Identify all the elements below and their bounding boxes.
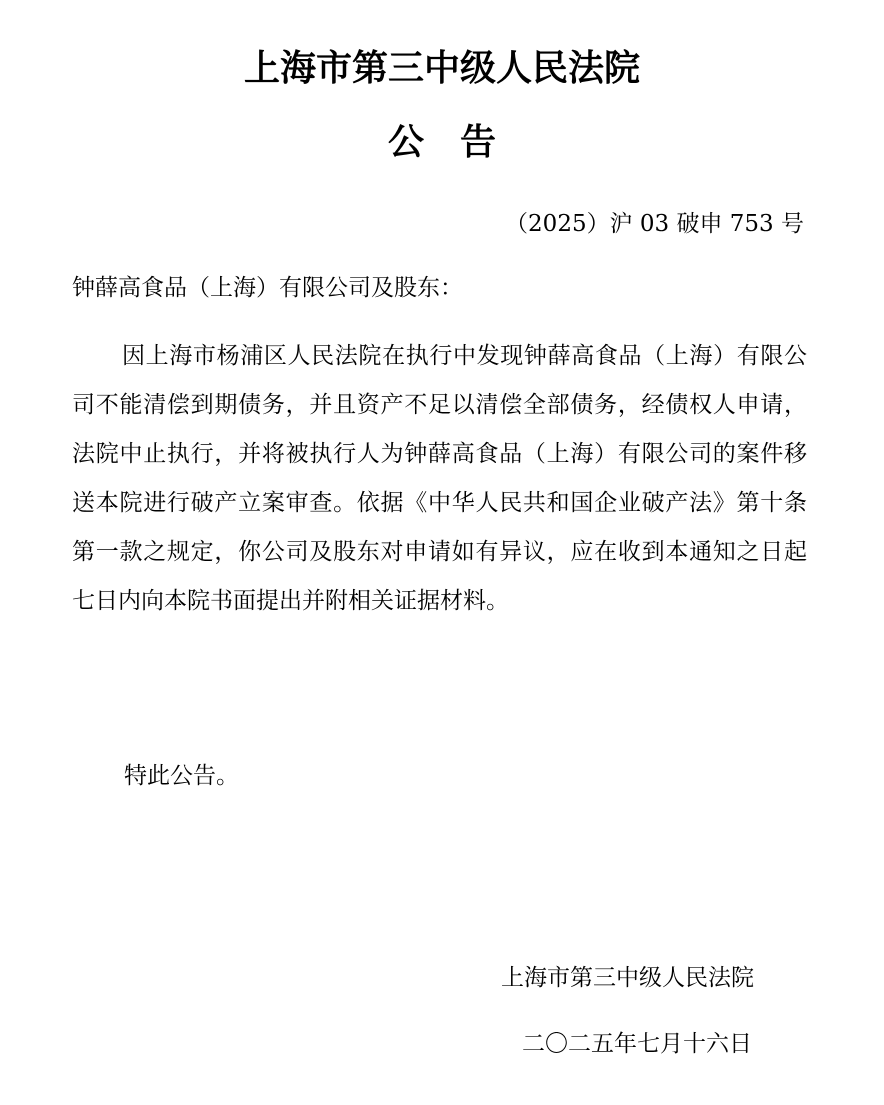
notice-body: 因上海市杨浦区人民法院在执行中发现钟薛高食品（上海）有限公司不能清偿到期债务，并且资产不足以清偿全部债务，经债权人申请，法院中止执行，并将被执行人为钟薛高食品（上海）有限公司的案件移送本院进行破产立案审查。依据《中华人民共和国企业破产法》第十条第一款之规定，你公司及股东对申请如有异议，应在收到本通知之日起七日内向本院书面提出并附相关证据材料。 [72, 343, 807, 614]
notice-title: 公告 [387, 121, 532, 163]
closing-statement: 特此公告。 [124, 763, 239, 789]
notice-date: 二〇二五年七月十六日 [522, 1031, 752, 1057]
signature-court-name: 上海市第三中级人民法院 [501, 965, 754, 991]
court-name-heading: 上海市第三中级人民法院 [243, 47, 640, 89]
case-number: （2025）沪 03 破申 753 号 [505, 211, 804, 237]
addressee: 钟薛高食品（上海）有限公司及股东： [72, 275, 463, 301]
